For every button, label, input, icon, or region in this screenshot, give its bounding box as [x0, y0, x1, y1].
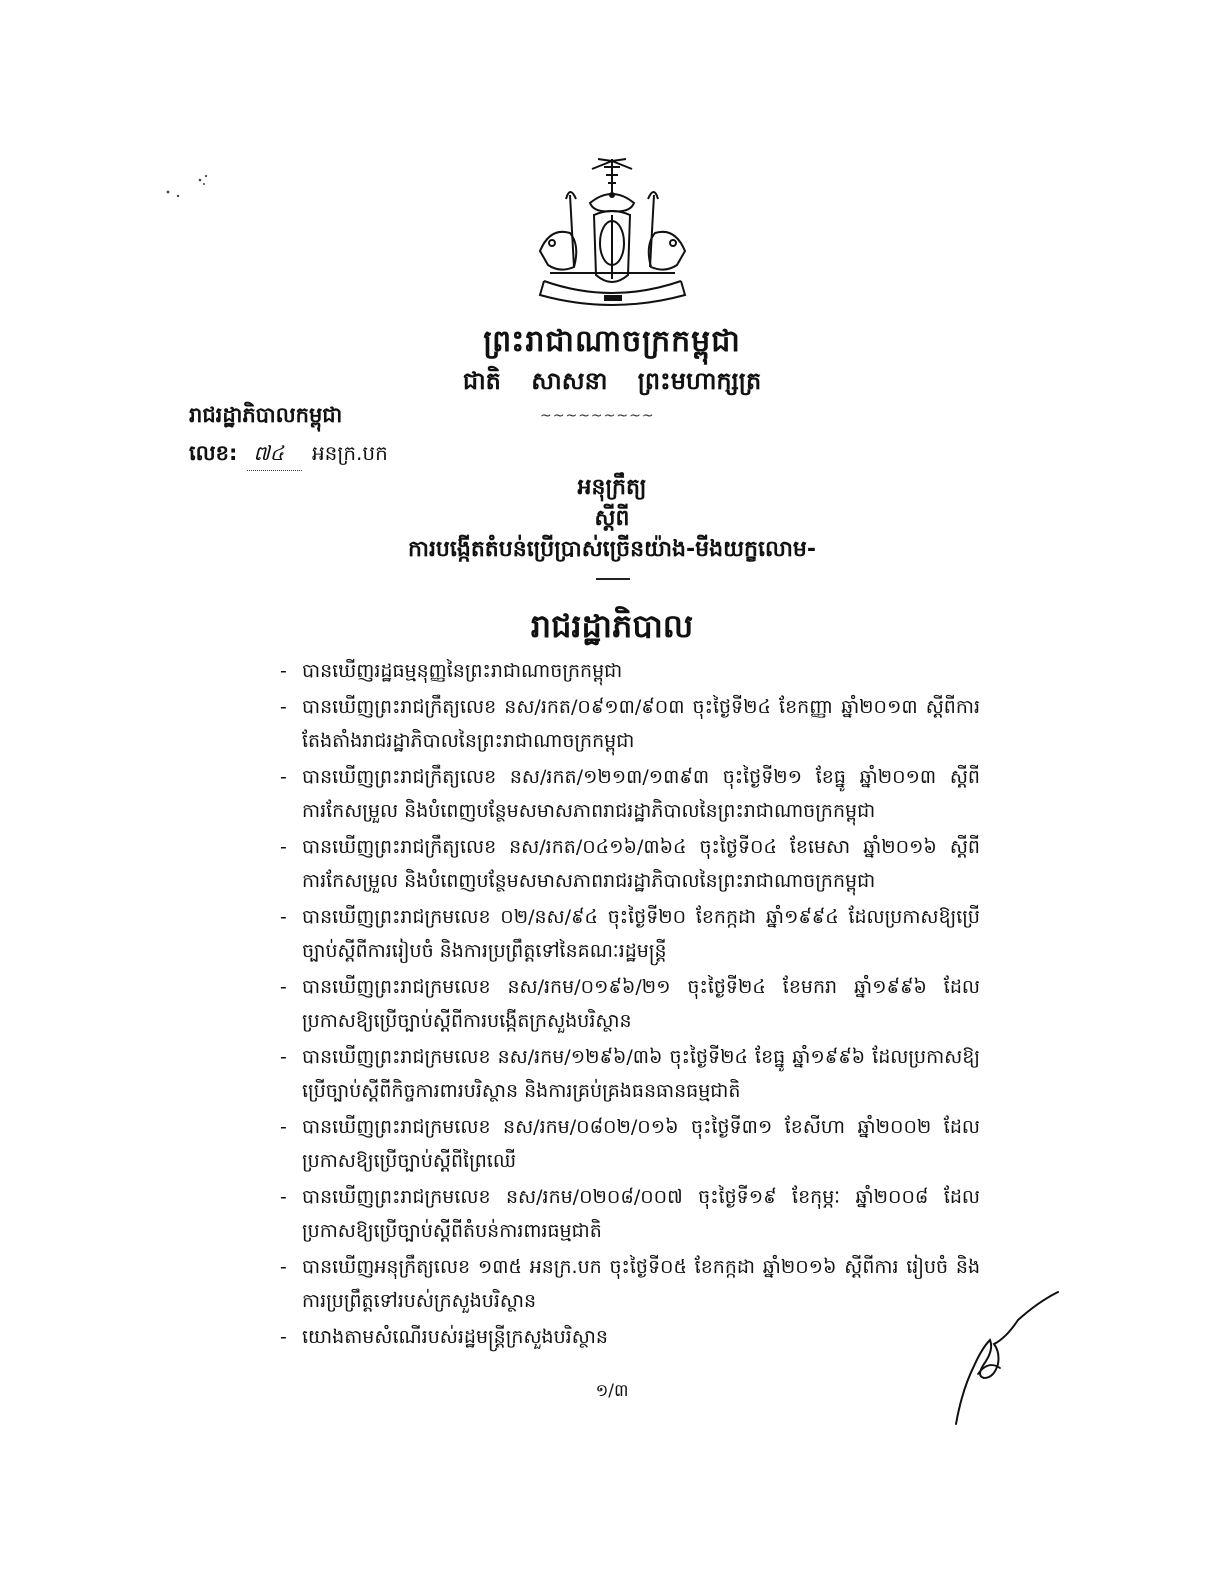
bullet-dash: -	[280, 1326, 287, 1348]
clause-text: យោងតាមសំណើរបស់រដ្ឋមន្ត្រីក្រសួងបរិស្ថាន	[302, 1326, 608, 1348]
bullet-dash: -	[280, 766, 287, 788]
clause-text: បានឃើញព្រះរាជក្រឹត្យលេខ នស/រកត/០៤១៦/៣៦៤ ចុះថ្ងៃទី០៤ ខែមេសា ឆ្នាំ២០១៦ ស្តីពីការកែសម្រួល និងបំពេញបន្ថែមសមាសភាពរាជរដ្ឋាភិបាលនៃព្រះរាជាណាចក្រកម្ពុជា	[302, 836, 980, 892]
bullet-dash: -	[280, 1116, 287, 1138]
title-divider	[596, 578, 630, 580]
kingdom-title: ព្រះរាជាណាចក្រកម្ពុជា	[483, 324, 741, 359]
scan-speck-marks	[160, 170, 220, 200]
preamble-clause	[280, 1320, 980, 1354]
clause-text: បានឃើញព្រះរាជក្រមលេខ នស/រកម/០២០៨/០០៧ ចុះថ្ងៃទី១៩ ខែកុម្ភៈ ឆ្នាំ២០០៨ ដែលប្រកាសឱ្យប្រើច្បាប់ស្តីពីតំបន់ការពារធម្មជាតិ	[302, 1186, 980, 1242]
preamble-clause	[280, 654, 980, 688]
page-number: ១/៣	[595, 1381, 629, 1401]
on-label: ស្តីពី	[594, 506, 630, 531]
clause-text: បានឃើញព្រះរាជក្រឹត្យលេខ នស/រកត/១២១៣/១៣៩៣ ចុះថ្ងៃទី២១ ខែធ្នូ ឆ្នាំ២០១៣ ស្តីពីការកែសម្រួល និងបំពេញបន្ថែមសមាសភាពរាជរដ្ឋាភិបាលនៃព្រះរាជាណាចក្រកម្ពុជា	[302, 766, 980, 822]
document-subject: ការបង្កើតតំបន់ប្រើប្រាស់ច្រើនយ៉ាង-មីងយក្ខលោម-	[408, 537, 816, 562]
preamble-clause	[280, 1110, 980, 1178]
clause-text: បានឃើញអនុក្រឹត្យលេខ ១៣៥ អនក្រ.បក ចុះថ្ងៃទី០៥ ខែកក្កដា ឆ្នាំ២០១៦ ស្តីពីការ រៀបចំ និងការប្រព្រឹត្តទៅរបស់ក្រសួងបរិស្ថាន	[302, 1256, 980, 1312]
document-number	[189, 440, 388, 471]
bullet-dash: -	[280, 836, 287, 858]
preamble-clause	[280, 1040, 980, 1108]
ornament-divider: ~~~~~~~~~	[540, 408, 655, 424]
bullet-dash: -	[280, 1256, 287, 1278]
preamble-clause	[280, 1180, 980, 1248]
document-number-suffix: អនក្រ.បក	[311, 441, 388, 465]
clause-text: បានឃើញរដ្ឋធម្មនុញ្ញនៃព្រះរាជាណាចក្រកម្ពុជា	[302, 660, 623, 682]
clause-text: បានឃើញព្រះរាជក្រឹត្យលេខ នស/រកត/០៩១៣/៩០៣ ចុះថ្ងៃទី២៤ ខែកញ្ញា ឆ្នាំ២០១៣ ស្តីពីការតែងតាំងរាជរដ្ឋាភិបាលនៃព្រះរាជាណាចក្រកម្ពុជា	[302, 696, 980, 752]
issuing-government: រាជរដ្ឋាភិបាលកម្ពុជា	[189, 403, 343, 427]
document-number-label: លេខ:	[189, 441, 238, 465]
clause-text: បានឃើញព្រះរាជក្រមលេខ នស/រកម/០១៩៦/២១ ចុះថ្ងៃទី២៤ ខែមករា ឆ្នាំ១៩៩៦ ដែលប្រកាសឱ្យប្រើច្បាប់ស្តីពីការបង្កើតក្រសួងបរិស្ថាន	[302, 976, 980, 1032]
handwritten-signature-icon	[948, 1290, 1063, 1430]
preamble-clause	[280, 970, 980, 1038]
preamble-clause	[280, 1250, 980, 1318]
clause-text: បានឃើញព្រះរាជក្រមលេខ នស/រកម/០៨០២/០១៦ ចុះថ្ងៃទី៣១ ខែសីហា ឆ្នាំ២០០២ ដែលប្រកាសឱ្យប្រើច្បាប់ស្តីពីព្រៃឈើ	[302, 1116, 980, 1172]
royal-coat-of-arms-icon	[530, 155, 695, 315]
bullet-dash: -	[280, 976, 287, 998]
clause-text: បានឃើញព្រះរាជក្រមលេខ ០២/នស/៩៤ ចុះថ្ងៃទី២០ ខែកក្កដា ឆ្នាំ១៩៩៤ ដែលប្រកាសឱ្យប្រើច្បាប់ស្តីពីការរៀបចំ និងការប្រព្រឹត្តទៅនៃគណៈរដ្ឋមន្ត្រី	[302, 906, 980, 962]
national-motto: ជាតិ សាសនា ព្រះមហាក្សត្រ	[462, 367, 762, 395]
preamble-clause	[280, 690, 980, 758]
body-heading: រាជរដ្ឋាភិបាល	[530, 607, 694, 645]
document-number-value: ៧៤	[247, 440, 302, 471]
preamble-clause	[280, 900, 980, 968]
bullet-dash: -	[280, 696, 287, 718]
bullet-dash: -	[280, 660, 287, 682]
bullet-dash: -	[280, 906, 287, 928]
bullet-dash: -	[280, 1186, 287, 1208]
clause-text: បានឃើញព្រះរាជក្រមលេខ នស/រកម/១២៩៦/៣៦ ចុះថ្ងៃទី២៤ ខែធ្នូ ឆ្នាំ១៩៩៦ ដែលប្រកាសឱ្យប្រើច្បាប់ស្តីពីកិច្ចការពារបរិស្ថាន និងការគ្រប់គ្រងធនធានធម្មជាតិ	[302, 1046, 980, 1102]
preamble-clause	[280, 760, 980, 828]
document-type-title: អនុក្រឹត្យ	[577, 475, 647, 500]
bullet-dash: -	[280, 1046, 287, 1068]
preamble-clause	[280, 830, 980, 898]
preamble-clauses	[280, 654, 980, 1356]
